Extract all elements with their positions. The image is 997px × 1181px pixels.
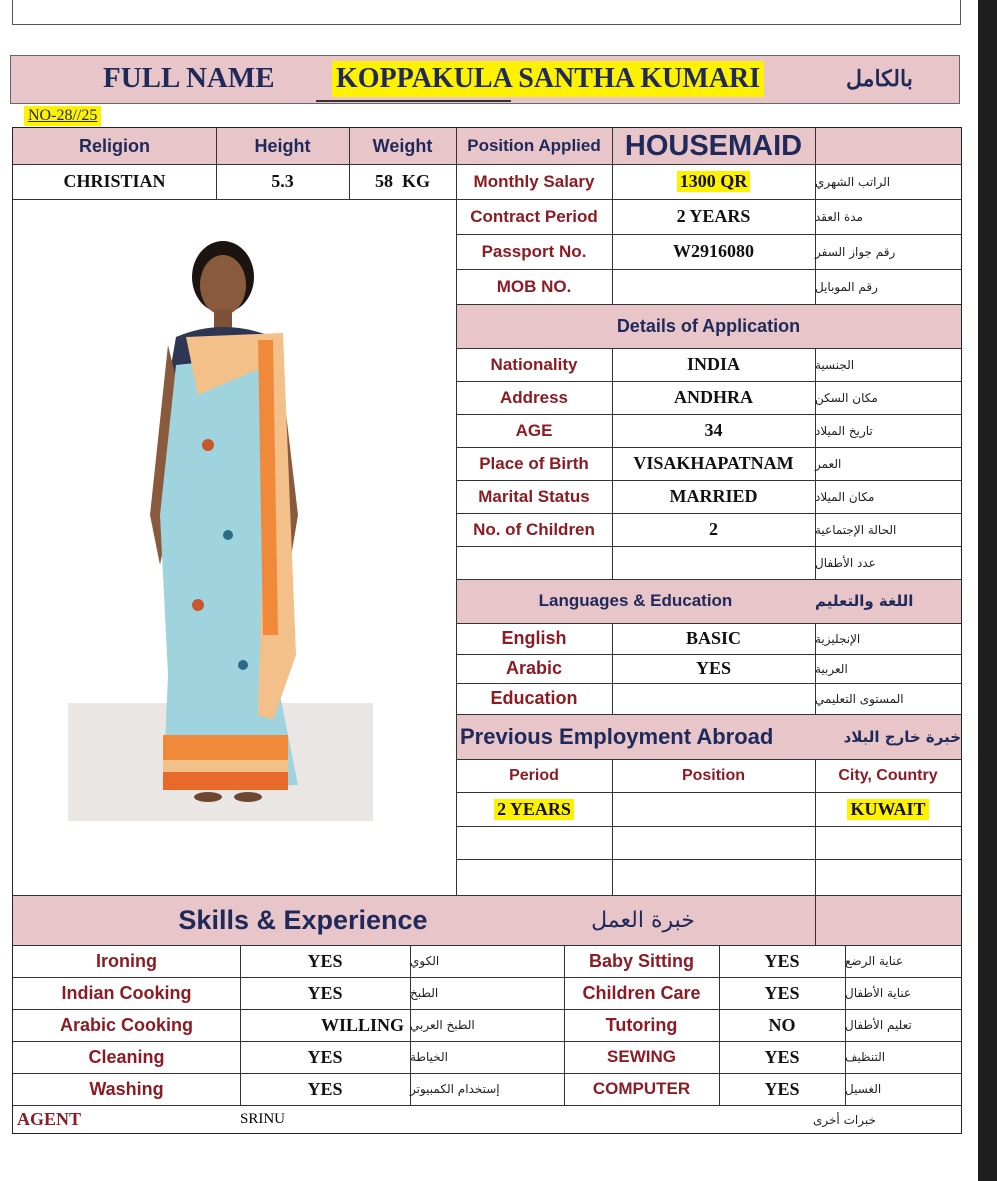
place-of-birth-value: VISAKHAPATNAM: [633, 453, 794, 473]
passport-value: W2916080: [673, 241, 754, 261]
languages-title-arabic: اللغة والتعليم: [815, 592, 914, 610]
age-label: AGE: [515, 420, 553, 440]
mobile-arabic: رقم الموبايل: [815, 279, 878, 294]
skill-value: YES: [307, 1078, 343, 1099]
languages-title: Languages & Education: [538, 591, 733, 610]
passport-arabic: رقم جواز السفر: [815, 244, 896, 259]
full-name-value: KOPPAKULA SANTHA KUMARI: [332, 61, 764, 97]
skill-label: Cleaning: [88, 1046, 165, 1067]
children-arabic: الحالة الإجتماعية: [815, 522, 897, 537]
skill-arabic: الخياطة: [410, 1050, 448, 1064]
skill-value: WILLING: [320, 1014, 404, 1035]
address-value: ANDHRA: [674, 387, 753, 407]
period-header: Period: [509, 766, 559, 784]
blank-detail-value: [612, 546, 815, 579]
agent-value: SRINU: [240, 1111, 286, 1127]
skill-value: YES: [764, 950, 800, 971]
arabic-arabic: العربية: [815, 661, 848, 676]
education-label: Education: [490, 688, 578, 708]
skill-arabic: الطبخ: [410, 986, 439, 1000]
english-arabic: الإنجليزية: [815, 631, 861, 646]
marital-status-arabic: مكان الميلاد: [815, 489, 875, 504]
window-edge: [978, 0, 997, 1181]
skills-title-arabic: خبرة العمل: [591, 907, 695, 933]
position-header: Position: [681, 766, 746, 784]
skill-label: Children Care: [582, 982, 701, 1003]
skill-label: Washing: [89, 1078, 164, 1099]
height-value: 5.3: [271, 171, 294, 191]
agent-label: AGENT: [17, 1109, 82, 1129]
weight-header: Weight: [372, 135, 433, 156]
skill-arabic: التنظيف: [845, 1050, 886, 1064]
skill-label: COMPUTER: [592, 1079, 691, 1098]
religion-header: Religion: [79, 135, 150, 156]
age-arabic: تاريخ الميلاد: [815, 423, 873, 438]
children-count-arabic: عدد الأطفال: [815, 555, 876, 570]
top-blank-box: [12, 0, 961, 25]
contract-period-label: Contract Period: [470, 206, 598, 226]
address-label: Address: [499, 387, 569, 407]
other-experience-arabic: خبرات أخرى: [813, 1112, 876, 1127]
place-of-birth-arabic: العمر: [815, 456, 842, 471]
blank-detail-label: [456, 546, 612, 579]
city-country-value: KUWAIT: [847, 799, 928, 820]
skill-value: YES: [307, 982, 343, 1003]
english-label: English: [501, 628, 567, 648]
address-arabic: مكان السكن: [815, 390, 878, 405]
skill-arabic: إستخدام الكمبيوتر: [410, 1082, 500, 1096]
skill-value: YES: [307, 1046, 343, 1067]
reference-number: NO-28//25: [24, 106, 101, 126]
period-value: 2 YEARS: [494, 799, 574, 820]
position-applied-header: Position Applied: [467, 136, 601, 155]
city-country-header: City, Country: [838, 766, 938, 784]
weight-value: 58 KG: [374, 171, 430, 191]
nationality-value: INDIA: [686, 354, 740, 374]
mobile-label: MOB NO.: [496, 276, 572, 296]
nationality-label: Nationality: [490, 354, 578, 374]
skill-label: Ironing: [96, 950, 157, 971]
skill-value: NO: [768, 1014, 796, 1035]
monthly-salary-label: Monthly Salary: [473, 171, 595, 191]
place-of-birth-label: Place of Birth: [479, 453, 589, 473]
skill-arabic: الغسيل: [845, 1082, 882, 1096]
details-title: Details of Application: [616, 315, 801, 336]
arabic-value: YES: [695, 658, 731, 678]
education-arabic: المستوى التعليمي: [815, 691, 904, 706]
nationality-arabic: الجنسية: [815, 357, 855, 372]
skill-label: Arabic Cooking: [59, 1014, 193, 1035]
english-value: BASIC: [685, 628, 742, 648]
full-name-label: FULL NAME: [103, 62, 275, 94]
contract-period-arabic: مدة العقد: [815, 209, 863, 224]
passport-label: Passport No.: [481, 241, 587, 261]
skill-label: Tutoring: [605, 1014, 678, 1035]
education-value: [612, 683, 815, 714]
skill-label: SEWING: [607, 1047, 676, 1066]
skill-value: YES: [764, 1046, 800, 1067]
contract-period-value: 2 YEARS: [676, 206, 751, 226]
religion-value: CHRISTIAN: [63, 171, 166, 191]
position-value: [612, 792, 815, 826]
skill-arabic: عناية الأطفال: [845, 986, 912, 1000]
skills-title: Skills & Experience: [178, 904, 428, 935]
employment-title: Previous Employment Abroad: [460, 723, 774, 749]
mobile-value: [612, 269, 815, 304]
employment-title-arabic: خبرة خارج البلاد: [843, 727, 961, 746]
age-value: 34: [704, 420, 723, 440]
skill-arabic: تعليم الأطفال: [845, 1018, 912, 1032]
children-value: 2: [709, 519, 718, 539]
marital-status-value: MARRIED: [669, 486, 758, 506]
skill-value: YES: [307, 950, 343, 971]
monthly-salary-arabic: الراتب الشهري: [815, 174, 891, 189]
full-name-arabic: بالكامل: [846, 66, 913, 91]
skill-label: Baby Sitting: [588, 950, 694, 971]
skill-label: Indian Cooking: [61, 982, 192, 1003]
height-header: Height: [254, 135, 311, 156]
skill-value: YES: [764, 982, 800, 1003]
skill-arabic: عناية الرضع: [845, 954, 904, 968]
skill-arabic: الطبخ العربي: [410, 1018, 475, 1032]
skill-value: YES: [764, 1078, 800, 1099]
arabic-label: Arabic: [505, 658, 563, 678]
name-underline: [316, 100, 511, 102]
marital-status-label: Marital Status: [478, 486, 590, 506]
skill-arabic: الكوي: [410, 954, 440, 968]
monthly-salary-value: 1300 QR: [677, 171, 751, 192]
applicant-photo: [68, 215, 373, 821]
children-label: No. of Children: [473, 519, 595, 539]
position-applied-value: HOUSEMAID: [624, 129, 803, 162]
